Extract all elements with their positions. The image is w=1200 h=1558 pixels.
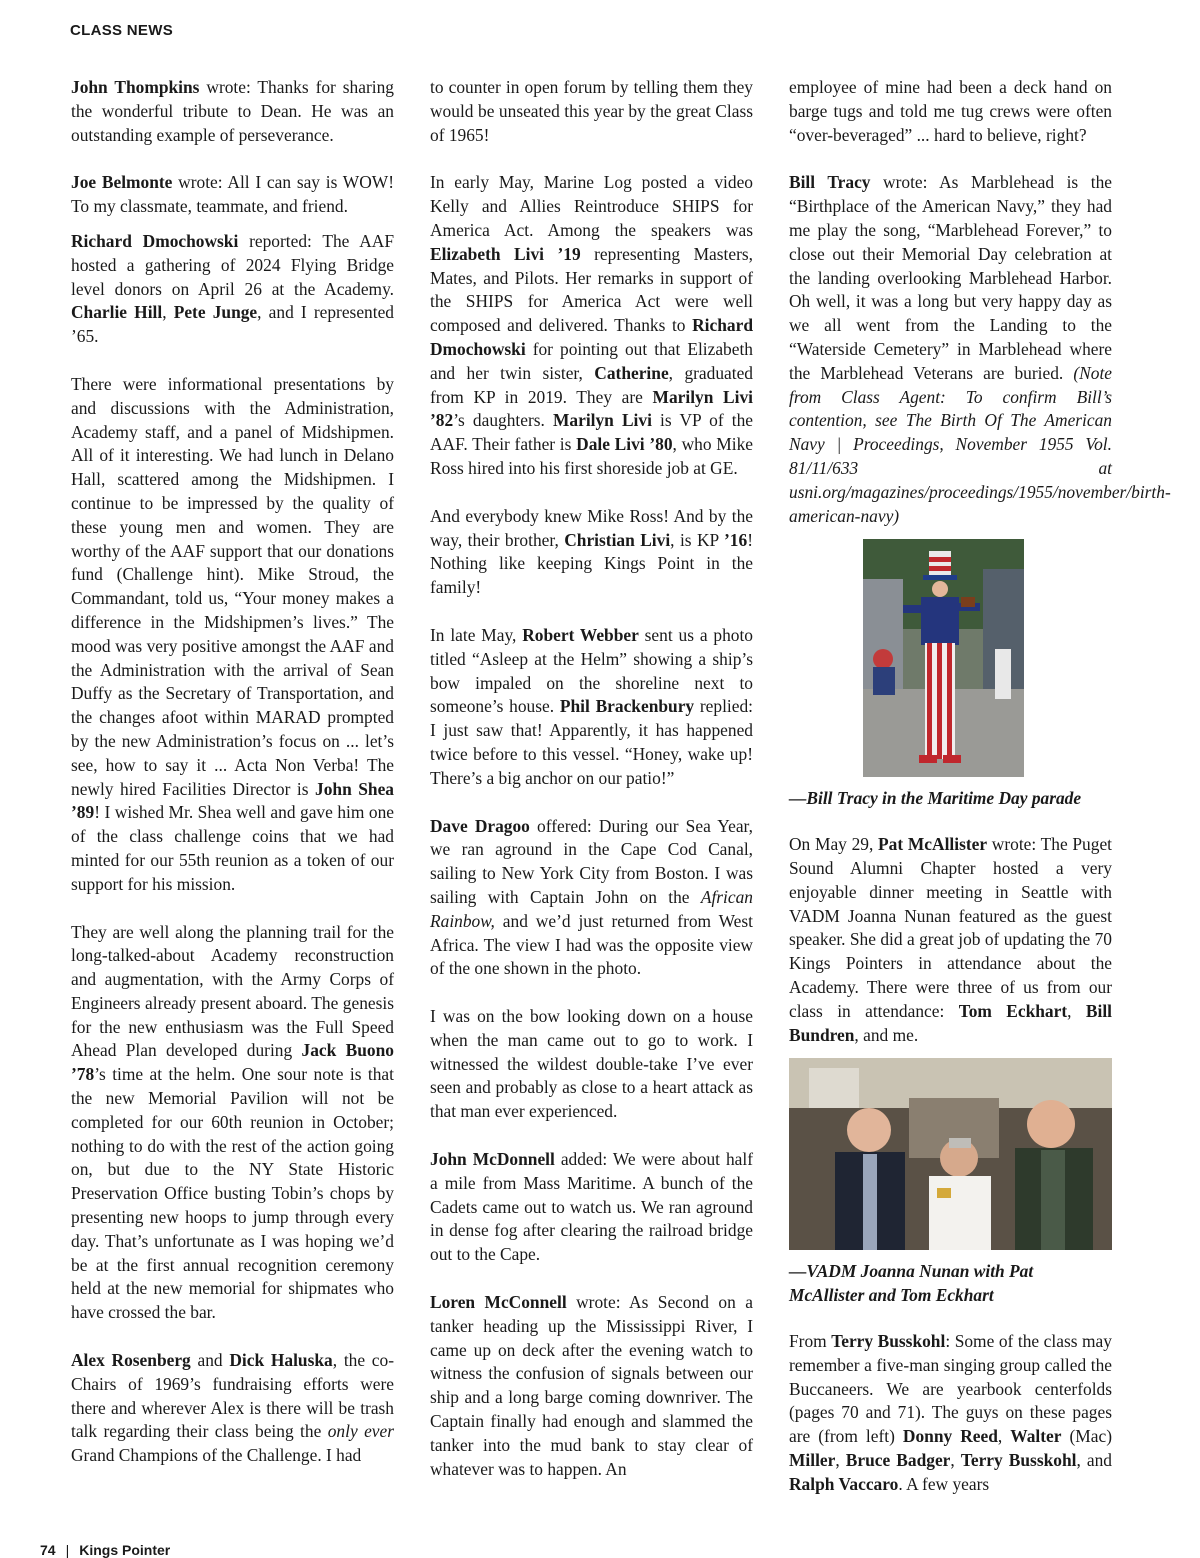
caption-bill-tracy: —Bill Tracy in the Maritime Day parade (789, 788, 1082, 809)
class-agent-note: (Note from Class Agent: To confirm Bill’s contention, see The Birth Of The American Navy | Proceedings, November 1955 Vol. 81/11/633 at usni.org/magazines/proceedings/1955/november/birth-american-navy) (789, 362, 1171, 526)
photo-bill-tracy-parade (863, 539, 1024, 777)
paragraph-mike-ross: And everybody knew Mike Ross! And by the way, their brother, Christian Livi, is KP ’16! Nothing like keeping Kings Point in the family! (430, 505, 753, 598)
column-1 (71, 76, 394, 1492)
paragraph-on-the-bow: I was on the bow looking down on a house when the man came out to go to work. I witnessed the wildest double-take I’ve ever seen and probably as close to a heart attack as that man ever experienced. (430, 1006, 753, 1122)
paragraph-over-beveraged: employee of mine had been a deck hand on barge tugs and told me tug crews were often “over-beveraged” ... hard to believe, right? (789, 77, 1112, 145)
paragraph-pat-mcallister: On May 29, Pat McAllister wrote: The Puget Sound Alumni Chapter hosted a very enjoyable dinner meeting in Seattle with VADM Joanna Nunan featured as the guest speaker. She did a great job of updating the 70 Kings Pointers in attendance about the Academy. There were three of us from our class in attendance: Tom Eckhart, Bill Bundren, and me. (789, 834, 1112, 1045)
paragraph-loren-mcconnell: Loren McConnell wrote: As Second on a tanker heading up the Mississippi River, I came up on deck after the evening watch to witness the confusion of signals between our ship and a long barge coming downriver. The Captain finally had enough and slammed the tanker into the mud bank to stay clear of whatever was to happen. An (430, 1292, 753, 1479)
parade-illustration (863, 539, 1024, 777)
paragraph-richard-dmochowski: Richard Dmochowski reported: The AAF hosted a gathering of 2024 Flying Bridge level donors on April 26 at the Academy. Charlie Hill, Pete Junge, and I represented ’65. (71, 230, 394, 347)
footer-separator: | (65, 1542, 70, 1558)
photo-vadm-nunan (789, 1058, 1112, 1250)
dinner-group-illustration (789, 1058, 1112, 1250)
publication-name: Kings Pointer (79, 1542, 171, 1558)
paragraph-john-thompkins: John Thompkins wrote: Thanks for sharing the wonderful tribute to Dean. He was an outstanding example of perseverance. (71, 77, 394, 145)
paragraph-class-of-1965: to counter in open forum by telling them they would be unseated this year by the great Class of 1965! (430, 77, 753, 145)
paragraph-dave-dragoo: Dave Dragoo offered: During our Sea Year, we ran aground in the Cape Cod Canal, sailing to New York City from Boston. I was sailing with Captain John on the African Rainbow, and we’d just returned from West Africa. The view I had was the opposite view of the one shown in the photo. (430, 815, 753, 979)
paragraph-informational-presentations: There were informational presentations by and discussions with the Administration, Academy staff, and a panel of Midshipmen. All of it interesting. We had lunch in Delano Hall, scattered among the Midshipmen. I continue to be impressed by the quality of these young men and women. They are worthy of the AAF support that our donations fund (Challenge hint). Mike Stroud, the Commandant, told us, “Your money makes a difference in the Midshipmen’s lives.” The mood was very positive amongst the AAF and the Administration with the arrival of Sean Duffy as the Secretary of Transportation, and the changes afoot within MARAD prompted by the new Administration’s focus on ... let’s see, how to say it ... Acta Non Verba! The newly hired Facilities Director is John Shea ’89! I wished Mr. Shea well and gave him one of the class challenge coins that we had minted for our 55th reunion as a token of our support for his mission. (71, 373, 395, 894)
paragraph-john-mcdonnell: John McDonnell added: We were about half a mile from Mass Maritime. A bunch of the Cadets came out to watch us. We ran aground in dense fog after clearing the railroad bridge out to the Cape. (430, 1149, 754, 1265)
paragraph-terry-busskohl: From Terry Busskohl: Some of the class may remember a five-man singing group called the Buccaneers. We are yearbook centerfolds (pages 70 and 71). The guys on these pages are (from left) Donny Reed, Walter (Mac) Miller, Bruce Badger, Terry Busskohl, and Ralph Vaccaro. A few years (789, 1330, 1113, 1494)
paragraph-marine-log: In early May, Marine Log posted a video Kelly and Allies Reintroduce SHIPS for America Act. Among the speakers was Elizabeth Livi ’19 representing Masters, Mates, and Pilots. Her remarks in support of the SHIPS for America Act were well composed and delivered. Thanks to Richard Dmochowski for pointing out that Elizabeth and her twin sister, Catherine, graduated from KP in 2019. They are Marilyn Livi ’82’s daughters. Marilyn Livi is VP of the AAF. Their father is Dale Livi ’80, who Mike Ross hired into his first shoreside job at GE. (430, 172, 754, 478)
paragraph-joe-belmonte: Joe Belmonte wrote: All I can say is WOW! To my classmate, teammate, and friend. (71, 172, 394, 217)
paragraph-alex-rosenberg: Alex Rosenberg and Dick Haluska, the co-Chairs of 1969’s fundraising efforts were there and wherever Alex is there will be trash talk regarding their class being the only ever Grand Champions of the Challenge. I had (71, 1350, 394, 1466)
caption-vadm-nunan: —VADM Joanna Nunan with Pat McAllister and Tom Eckhart (789, 1261, 1034, 1306)
column-2 (430, 76, 753, 1505)
name-joe-belmonte: Joe Belmonte (71, 172, 173, 193)
paragraph-bill-tracy: Bill Tracy wrote: As Marblehead is the “Birthplace of the American Navy,” they had me play the song, “Marblehead Forever,” to close out their Memorial Day celebration at the landing overlooking Marblehead Harbor. Oh well, it was a long but very happy day as we all went from the Landing to the “Waterside Cemetery” in Marblehead where the Marblehead Veterans are buried. (Note from Class Agent: To confirm Bill’s contention, see The Birth Of The American Navy | Proceedings, November 1955 Vol. 81/11/633 at usni.org/magazines/proceedings/1955/november/birth-american-navy) (789, 172, 1171, 526)
paragraph-robert-webber: In late May, Robert Webber sent us a photo titled “Asleep at the Helm” showing a ship’s bow impaled on the shoreline next to someone’s house. Phil Brackenbury replied: I just saw that! Apparently, it has happened twice before to this vessel. “Honey, wake up! There’s a big anchor on our patio!” (430, 624, 753, 788)
page-number: 74 (40, 1542, 56, 1558)
page-footer (40, 1542, 170, 1558)
paragraph-planning-trail: They are well along the planning trail for the long-talked-about Academy reconstruction and augmentation, with the Army Corps of Engineers already present aboard. The genesis for the new enthusiasm was the Full Speed Ahead Plan developed during Jack Buono ’78’s time at the helm. One sour note is that the new Memorial Pavilion will not be completed for our 60th reunion in October; nothing to do with the rest of the action going on, but due to the NY State Historic Preservation Office busting Tobin’s chops by presenting new hoops to jump through every day. That’s unfortunate as I was hoping we’d be at the first annual recognition ceremony held at the new memorial for shipmates who have crossed the bar. (71, 921, 394, 1323)
column-3 (789, 76, 1171, 1520)
section-label: CLASS NEWS (70, 22, 174, 39)
name-john-thompkins: John Thompkins (71, 77, 200, 97)
